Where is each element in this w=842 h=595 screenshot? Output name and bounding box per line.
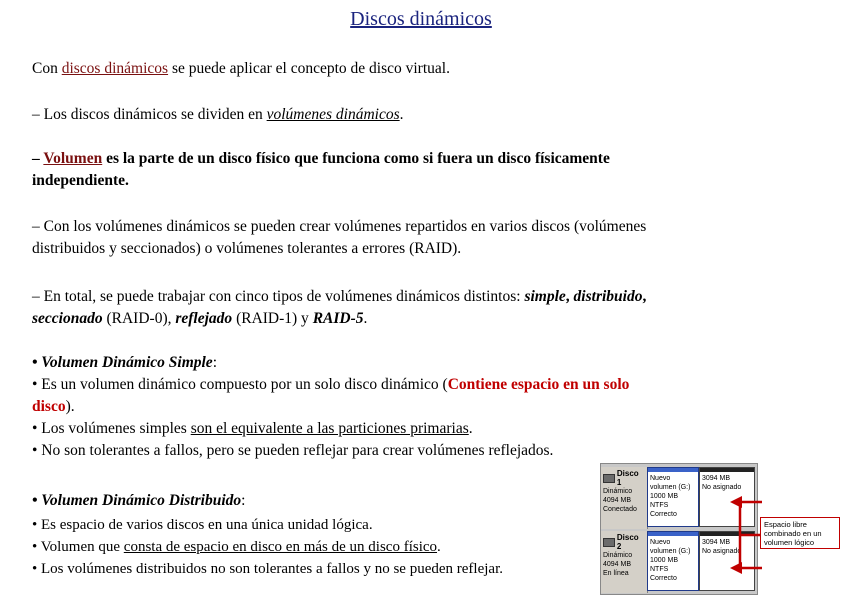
simple-b1-end: ). <box>65 398 75 415</box>
callout-box: Espacio libre combinado en un volumen lógico <box>760 517 840 549</box>
vol-a-name: Nuevo volumen (G:) <box>650 475 691 491</box>
p5-pre: – En total, se puede trabajar con cinco tipos de volúmenes dinámicos distintos: <box>32 288 525 305</box>
simple-b2-end: . <box>468 420 473 437</box>
distribuido-b3: • Los volúmenes distribuidos no son tolerantes a fallos y no se pueden reflejar. <box>32 561 503 577</box>
p4-line1: – Con los volúmenes dinámicos se pueden crear volúmenes repartidos en varios discos (volúmenes <box>32 218 647 235</box>
type-simple: simple <box>524 288 566 305</box>
p4-line2: distribuidos y seccionados) o volúmenes tolerantes a errores (RAID). <box>32 240 462 257</box>
link-discos-dinamicos[interactable]: discos dinámicos <box>61 60 169 77</box>
page-title: Discos dinámicos <box>350 8 492 30</box>
paragraph-repartidos <box>32 216 646 260</box>
p1-pre: Con <box>32 60 62 77</box>
section-simple <box>32 352 629 462</box>
simple-b1-pre: • Es un volumen dinámico compuesto por un solo disco dinámico ( <box>32 376 448 393</box>
disk-1-name: Disco 1 <box>616 469 639 487</box>
simple-b2-pre: • Los volúmenes simples <box>32 420 191 437</box>
arrow-head-top <box>730 496 742 508</box>
disk-1-label <box>601 467 648 529</box>
p2-pre: – Los discos dinámicos se dividen en <box>32 106 267 123</box>
vol-b-status: No asignado <box>702 484 742 491</box>
disk-2-label <box>601 531 648 593</box>
p3-line2: independiente. <box>32 172 129 189</box>
distribuido-b1: • Es espacio de varios discos en una única unidad lógica. <box>32 517 373 533</box>
disk-2-status: En línea <box>603 570 629 577</box>
paragraph-volumen-def <box>32 148 610 192</box>
p5-raid1: (RAID-1) y <box>232 310 313 327</box>
paragraph-division <box>32 104 404 126</box>
distribuido-bullets <box>32 514 503 580</box>
distribuido-b2-end: . <box>437 539 441 555</box>
p3-pre: – <box>32 150 44 167</box>
simple-b3: • No son tolerantes a fallos, pero se pueden reflejar para crear volúmenes reflejados. <box>32 442 554 459</box>
disk-1-status: Conectado <box>603 506 637 513</box>
type-raid5: RAID-5 <box>312 310 364 327</box>
heading-distribuido-colon: : <box>241 492 246 509</box>
vol-a-status: Correcto <box>650 511 677 518</box>
paragraph-intro <box>32 58 450 80</box>
volume-g-disk2[interactable] <box>647 531 699 591</box>
arrow-head-bottom <box>730 562 742 574</box>
heading-simple-colon: : <box>212 354 217 371</box>
type-reflejado: reflejado <box>175 310 233 327</box>
p3-post: es la parte de un disco físico que funciona como si fuera un disco físicamente <box>102 150 610 167</box>
p5-sep1: , <box>565 288 574 305</box>
disk-2-size: 4094 MB <box>603 561 632 568</box>
vol-c-name: Nuevo volumen (G:) <box>650 539 691 555</box>
vol-c-size: 1000 MB NTFS <box>650 557 679 573</box>
heading-distribuido: • Volumen Dinámico Distribuido <box>32 492 242 509</box>
link-volumen[interactable]: Volumen <box>43 150 103 167</box>
disk-1-type: Dinámico <box>603 488 633 495</box>
heading-simple: • Volumen Dinámico Simple <box>32 354 213 371</box>
disk-2-name: Disco 2 <box>616 533 639 551</box>
p1-post: se puede aplicar el concepto de disco virtual. <box>168 60 450 77</box>
simple-b1-red: Contiene espacio en un solo <box>447 376 630 393</box>
link-particiones-primarias[interactable]: son el equivalente a las particiones primarias <box>190 420 469 437</box>
paragraph-tipos <box>32 286 646 330</box>
link-volumenes-dinamicos[interactable]: volúmenes dinámicos <box>266 106 400 123</box>
simple-b1-red2: disco <box>32 398 66 415</box>
type-distribuido: distribuido <box>573 288 643 305</box>
link-mas-de-un-disco[interactable]: consta de espacio en disco en más de un disco físico <box>123 539 438 555</box>
p5-end: . <box>363 310 368 327</box>
disk-icon <box>603 474 615 483</box>
disk-2-type: Dinámico <box>603 552 633 559</box>
p5-sep2: , <box>642 288 647 305</box>
disk-icon <box>603 538 615 547</box>
p2-post: . <box>399 106 404 123</box>
distribuido-b2-pre: • Volumen que <box>32 539 124 555</box>
disk-1-size: 4094 MB <box>603 497 632 504</box>
vol-d-status: No asignado <box>702 548 742 555</box>
vol-a-size: 1000 MB NTFS <box>650 493 679 509</box>
vol-d-size: 3094 MB <box>702 539 731 546</box>
vol-c-status: Correcto <box>650 575 677 582</box>
type-seccionado: seccionado <box>32 310 103 327</box>
volume-g-disk1[interactable] <box>647 467 699 527</box>
section-distribuido <box>32 490 245 512</box>
vol-b-size: 3094 MB <box>702 475 731 482</box>
p5-raid0: (RAID-0), <box>102 310 176 327</box>
